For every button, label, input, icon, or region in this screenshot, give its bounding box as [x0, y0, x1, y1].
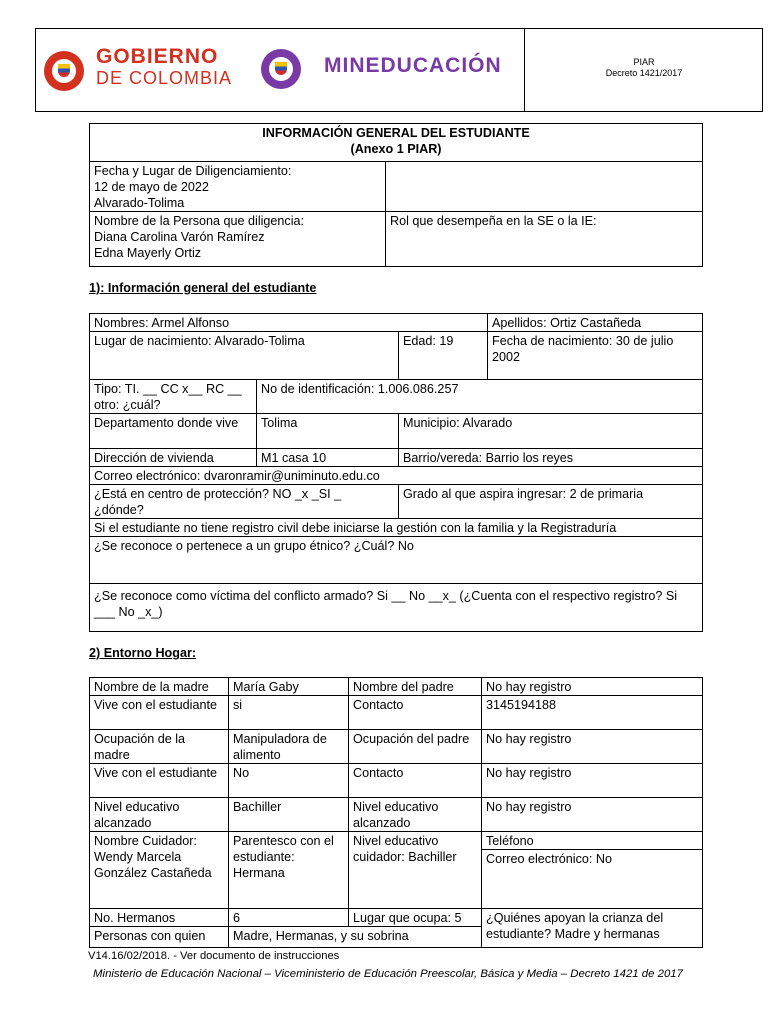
ocupacion-madre-label-cell: Ocupación de la madre [90, 730, 229, 764]
contacto-madre-label-cell: Contacto [349, 696, 482, 730]
padre-label-cell: Nombre del padre [349, 678, 482, 696]
footer-ministry: Ministerio de Educación Nacional – Viceministerio de Educación Preescolar, Básica y Media – Decreto 1421 de 2017 [93, 968, 683, 980]
apoyan-crianza-cell: ¿Quiénes apoyan la crianza del estudiante? Madre y hermanas [482, 909, 703, 948]
barrio-cell: Barrio/vereda: Barrio los reyes [399, 449, 703, 467]
general-info-table [89, 123, 703, 267]
personas-value-cell: Madre, Hermanas, y su sobrina [229, 927, 482, 948]
section2-title: 2) Entorno Hogar: [89, 646, 197, 660]
fecha-cell [90, 162, 386, 212]
padre-value-cell: No hay registro [482, 678, 703, 696]
gobierno-seal-icon [44, 51, 84, 91]
vive-madre-value-cell: si [229, 696, 349, 730]
ocupacion-madre-value-cell: Manipuladora de alimento [229, 730, 349, 764]
piar-box [525, 29, 763, 111]
direccion-label-cell: Dirección de vivienda [90, 449, 257, 467]
apellidos-cell: Apellidos: Ortiz Castañeda [488, 314, 703, 332]
contacto-madre-value-cell: 3145194188 [482, 696, 703, 730]
departamento-value-cell: Tolima [257, 414, 399, 449]
document-header [35, 28, 763, 112]
telefono-cell: Teléfono [482, 832, 703, 850]
gobierno-logo-line1: GOBIERNO [96, 45, 219, 68]
fecha-nacimiento-cell: Fecha de nacimiento: 30 de julio 2002 [488, 332, 703, 380]
registro-civil-cell: Si el estudiante no tiene registro civil debe iniciarse la gestión con la familia y la Registraduría [90, 519, 703, 537]
ocupacion-padre-label-cell: Ocupación del padre [349, 730, 482, 764]
nivel-cuidador-cell: Nivel educativo cuidador: Bachiller [349, 832, 482, 909]
student-info-table [89, 313, 703, 632]
decree-label: Decreto 1421/2017 [605, 68, 683, 78]
title-line2: (Anexo 1 PIAR) [350, 142, 442, 156]
direccion-value-cell: M1 casa 10 [257, 449, 399, 467]
lugar-nacimiento-cell: Lugar de nacimiento: Alvarado-Tolima [90, 332, 399, 380]
tipo-documento-cell: Tipo: TI. __ CC x__ RC __ otro: ¿cuál? [90, 380, 257, 414]
etnico-cell: ¿Se reconoce o pertenece a un grupo étnico? ¿Cuál? No [90, 537, 703, 584]
persona-label: Nombre de la Persona que diligencia: [94, 214, 305, 228]
nivel-madre-value-cell: Bachiller [229, 798, 349, 832]
vive-padre-label-cell: Vive con el estudiante [90, 764, 229, 798]
contacto-padre-label-cell: Contacto [349, 764, 482, 798]
hermanos-value-cell: 6 [229, 909, 349, 927]
gobierno-logo-line2: DE COLOMBIA [96, 68, 233, 88]
nivel-madre-label-cell: Nivel educativo alcanzado [90, 798, 229, 832]
victima-cell: ¿Se reconoce como víctima del conflicto armado? Si __ No __x_ (¿Cuenta con el respectivo registro? Si ___ No _x_) [90, 584, 703, 632]
personas-label-cell: Personas con quien [90, 927, 229, 948]
general-info-title [90, 124, 703, 162]
madre-label-cell: Nombre de la madre [90, 678, 229, 696]
proteccion-cell: ¿Está en centro de protección? NO _x _SI _ ¿dónde? [90, 485, 399, 519]
mineducacion-seal-icon [261, 49, 301, 89]
persona-name-1: Diana Carolina Varón Ramírez [94, 230, 265, 244]
edad-cell: Edad: 19 [399, 332, 488, 380]
lugar-ocupa-cell: Lugar que ocupa: 5 [349, 909, 482, 927]
fecha-label: Fecha y Lugar de Diligenciamiento: [94, 164, 292, 178]
persona-cell [90, 212, 386, 267]
vive-madre-label-cell: Vive con el estudiante [90, 696, 229, 730]
parentesco-cell: Parentesco con el estudiante: Hermana [229, 832, 349, 909]
municipio-cell: Municipio: Alvarado [399, 414, 703, 449]
section1-title: 1): Información general del estudiante [89, 281, 317, 295]
cuidador-cell: Nombre Cuidador: Wendy Marcela González Castañeda [90, 832, 229, 909]
rol-cell: Rol que desempeña en la SE o la IE: [386, 212, 703, 267]
departamento-label-cell: Departamento donde vive [90, 414, 257, 449]
doc-code: PIAR [633, 57, 655, 67]
vive-padre-value-cell: No [229, 764, 349, 798]
hermanos-label-cell: No. Hermanos [90, 909, 229, 927]
nombres-cell: Nombres: Armel Alfonso [90, 314, 488, 332]
contacto-padre-value-cell: No hay registro [482, 764, 703, 798]
fecha-empty-cell [386, 162, 703, 212]
nivel-padre-value-cell: No hay registro [482, 798, 703, 832]
grado-cell: Grado al que aspira ingresar: 2 de primaria [399, 485, 703, 519]
ocupacion-padre-value-cell: No hay registro [482, 730, 703, 764]
correo-cell: Correo electrónico: dvaronramir@uniminuto.edu.co [90, 467, 703, 485]
entorno-hogar-table [89, 677, 703, 948]
fecha-value: 12 de mayo de 2022 [94, 180, 209, 194]
madre-value-cell: María Gaby [229, 678, 349, 696]
identificacion-cell: No de identificación: 1.006.086.257 [257, 380, 703, 414]
title-line1: INFORMACIÓN GENERAL DEL ESTUDIANTE [262, 126, 530, 140]
persona-name-2: Edna Mayerly Ortiz [94, 246, 202, 260]
footer-version: V14.16/02/2018. - Ver documento de instrucciones [88, 950, 340, 962]
mineducacion-logo: MINEDUCACIÓN [324, 54, 502, 77]
nivel-padre-label-cell: Nivel educativo alcanzado [349, 798, 482, 832]
lugar-value: Alvarado-Tolima [94, 196, 185, 210]
correo-cuidador-cell: Correo electrónico: No [482, 850, 703, 909]
